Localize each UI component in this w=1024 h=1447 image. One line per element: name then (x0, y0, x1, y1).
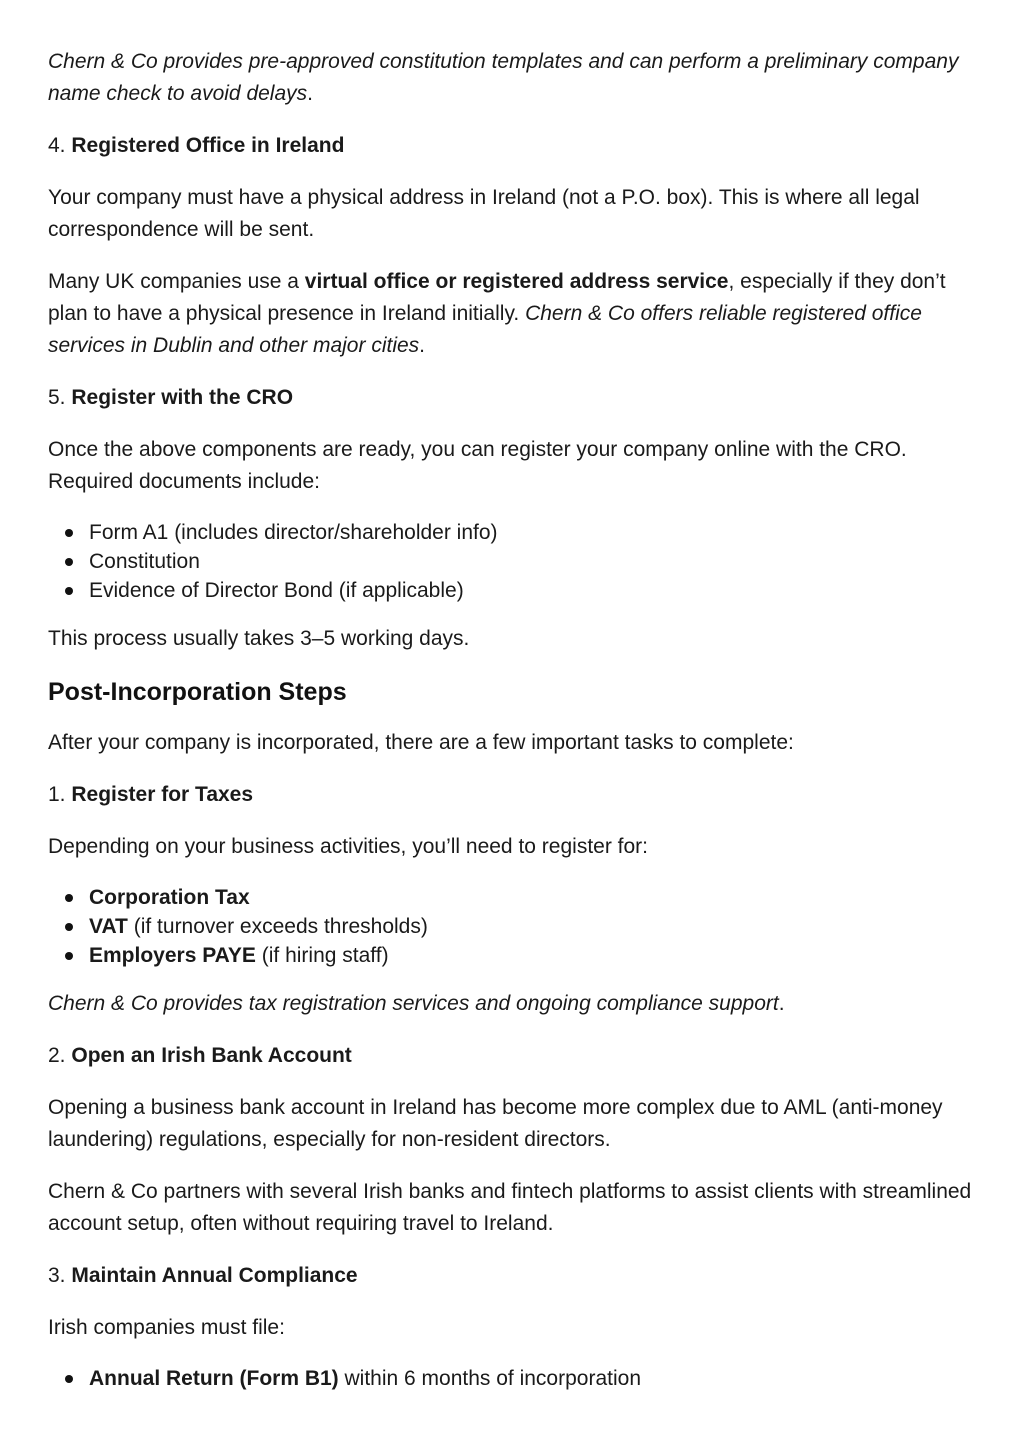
bank-number: 2. (48, 1044, 66, 1067)
tax-note-end: . (778, 992, 785, 1015)
list-item: Form A1 (includes director/shareholder info) (89, 518, 976, 547)
step-4-p2-bold: virtual office or registered address service (304, 270, 729, 293)
list-item-bold: Corporation Tax (89, 886, 250, 909)
bank-title: Open an Irish Bank Account (71, 1044, 352, 1067)
list-item-rest: (if turnover exceeds thresholds) (127, 915, 428, 938)
step-4-p2-text-a: Many UK companies use a (48, 270, 305, 293)
list-item: Evidence of Director Bond (if applicable) (89, 576, 976, 605)
bank-heading (48, 1040, 976, 1072)
tax-note (48, 988, 976, 1020)
step-4-paragraph-1: Your company must have a physical address in Ireland (not a P.O. box). This is where all legal correspondence will be sent. (48, 186, 920, 241)
tax-number: 1. (48, 783, 66, 806)
compliance-heading (48, 1260, 976, 1292)
step-4-title: Registered Office in Ireland (71, 134, 345, 157)
required-documents-list (48, 518, 976, 605)
list-item-rest: (if hiring staff) (255, 944, 389, 967)
list-item (89, 883, 976, 912)
tax-list (48, 883, 976, 970)
intro-note-text: Chern & Co provides pre-approved constitution templates and can perform a preliminary company name check to avoid delays (48, 50, 959, 105)
step-5-number: 5. (48, 386, 66, 409)
tax-title: Register for Taxes (71, 783, 254, 806)
tax-note-text: Chern & Co provides tax registration services and ongoing compliance support (48, 992, 779, 1015)
list-item (89, 1364, 976, 1393)
intro-note-end: . (307, 82, 313, 105)
section-heading: Post-Incorporation Steps (48, 678, 347, 706)
tax-paragraph-1: Depending on your business activities, you’ll need to register for: (48, 835, 648, 858)
step-5-paragraph-1: Once the above components are ready, you can register your company online with the CRO. Required documents include: (48, 438, 907, 493)
step-5-paragraph-2: This process usually takes 3–5 working days. (48, 627, 470, 650)
step-4-p2-italic: Chern & Co offers reliable registered office services in Dublin and other major cities (48, 302, 922, 357)
compliance-list (48, 1364, 976, 1393)
tax-heading (48, 779, 976, 811)
list-item-bold: VAT (89, 915, 128, 938)
list-item (89, 912, 976, 941)
step-4-p2-end: . (419, 334, 426, 357)
intro-note (48, 46, 976, 110)
compliance-paragraph-1: Irish companies must file: (48, 1316, 285, 1339)
step-4-paragraph-2 (48, 266, 976, 362)
list-item-bold: Employers PAYE (89, 944, 256, 967)
step-5-heading (48, 382, 976, 414)
compliance-number: 3. (48, 1264, 66, 1287)
list-item: Constitution (89, 547, 976, 576)
list-item (89, 941, 976, 970)
bank-paragraph-2: Chern & Co partners with several Irish banks and fintech platforms to assist clients with streamlined account setup, often without requiring travel to Ireland. (48, 1180, 972, 1235)
bank-paragraph-1: Opening a business bank account in Ireland has become more complex due to AML (anti-money laundering) regulations, especially for non-resident directors. (48, 1096, 943, 1151)
list-item-bold: Annual Return (Form B1) (89, 1367, 339, 1390)
step-5-title: Register with the CRO (71, 386, 294, 409)
list-item-rest: within 6 months of incorporation (338, 1367, 641, 1390)
post-intro: After your company is incorporated, there are a few important tasks to complete: (48, 731, 794, 754)
step-4-heading (48, 130, 976, 162)
step-4-p2-text-b: , especially if they don’t plan to have a physical presence in Ireland initially. (48, 270, 946, 325)
step-4-number: 4. (48, 134, 66, 157)
compliance-title: Maintain Annual Compliance (71, 1264, 358, 1287)
